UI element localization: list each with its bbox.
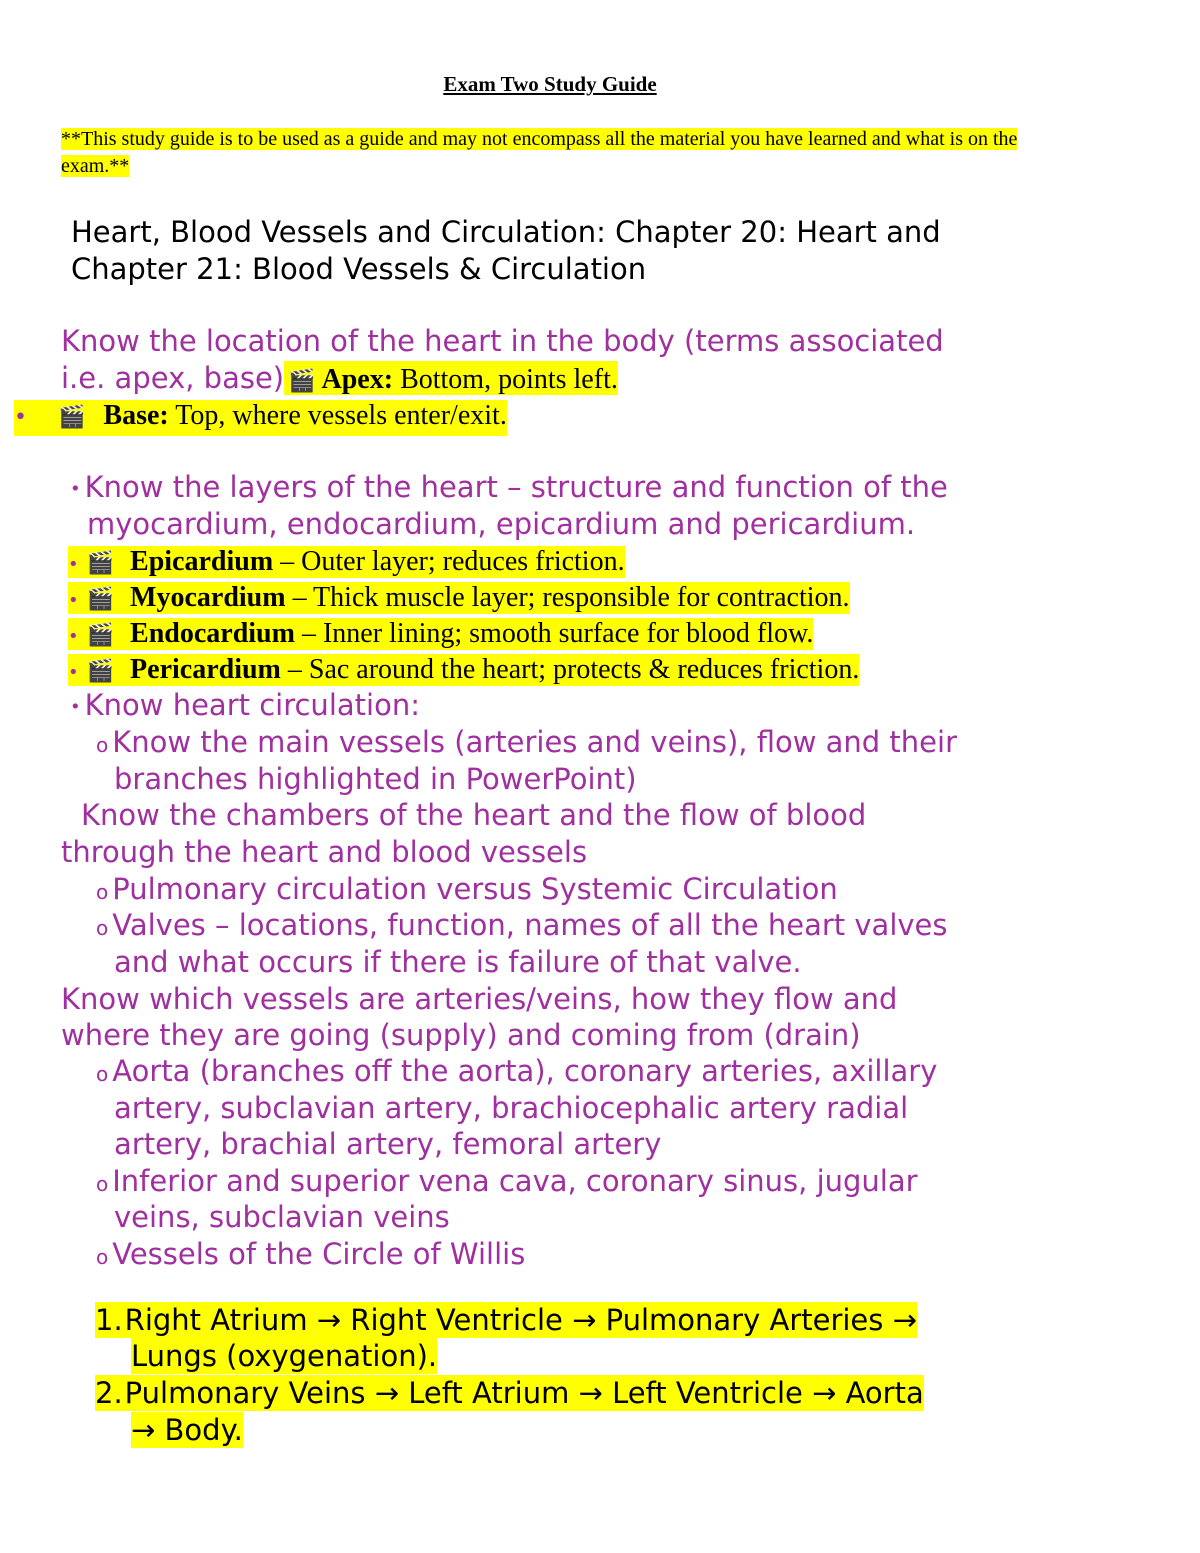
section-heading-line-1: Heart, Blood Vessels and Circulation: Chapter 20: Heart and: [71, 215, 941, 249]
layer-desc: – Thick muscle layer; responsible for contraction.: [285, 582, 850, 613]
sub-bullet-icon: o: [96, 1062, 109, 1086]
apex-term: Apex:: [321, 364, 394, 395]
layers-intro-text-1: Know the layers of the heart – structure and function of the: [84, 470, 948, 504]
sub-bullet-icon: o: [96, 880, 109, 904]
vessels-sub-3-text: Vessels of the Circle of Willis: [112, 1237, 526, 1271]
circulation-sub-2-text: Pulmonary circulation versus Systemic Circulation: [112, 872, 838, 906]
vessels-sub-2-line-2: veins, subclavian veins: [114, 1200, 450, 1234]
clapper-icon: 🎬: [288, 369, 316, 394]
flow-number: 2.: [95, 1376, 123, 1410]
vessels-sub-1-line-3: artery, brachial artery, femoral artery: [114, 1127, 662, 1161]
circulation-intro-text: Know heart circulation:: [84, 688, 420, 722]
vessels-sub-1-line-2: artery, subclavian artery, brachiocephalic artery radial: [114, 1091, 909, 1125]
layer-item-myocardium: [68, 582, 850, 614]
layer-term: Endocardium: [130, 618, 295, 649]
flow-text-line-1: Pulmonary Veins → Left Atrium → Left Ventricle → Aorta: [124, 1376, 924, 1410]
sub-bullet-icon: o: [96, 733, 109, 757]
circulation-intro: [70, 688, 420, 722]
clapper-icon: 🎬: [86, 623, 115, 648]
sub-bullet-icon: o: [96, 916, 109, 940]
clapper-icon: 🎬: [86, 587, 115, 612]
disclaimer-text: **This study guide is to be used as a guide and may not encompass all the material you have learned and what is on the exam.**: [61, 128, 1018, 177]
vessels-sub-3: [96, 1237, 525, 1271]
bullet-icon: •: [70, 696, 81, 718]
sub-bullet-icon: o: [96, 1245, 109, 1269]
vessels-sub-2: [96, 1164, 918, 1198]
clapper-icon: 🎬: [86, 659, 115, 684]
circulation-sub-3-line-2: and what occurs if there is failure of that valve.: [114, 945, 802, 979]
vessels-line-1: Know which vessels are arteries/veins, how they flow and: [61, 982, 898, 1016]
layer-item-epicardium: [68, 546, 625, 578]
base-desc: Top, where vessels enter/exit.: [168, 400, 507, 431]
bullet-icon: •: [70, 478, 81, 500]
layers-intro-line-1: [70, 470, 948, 504]
vessels-sub-1: [96, 1054, 937, 1088]
layer-item-pericardium: [68, 654, 859, 686]
flow-text-line-1: Right Atrium → Right Ventricle → Pulmonary Arteries →: [124, 1303, 917, 1337]
layer-desc: – Inner lining; smooth surface for blood flow.: [294, 618, 814, 649]
base-term: Base:: [103, 400, 169, 431]
vessels-line-2: where they are going (supply) and coming from (drain): [61, 1018, 861, 1052]
clapper-icon: 🎬: [58, 405, 86, 430]
layer-term: Pericardium: [130, 654, 281, 685]
circulation-sub-3-text: Valves – locations, function, names of all the heart valves: [112, 908, 948, 942]
sub-bullet-icon: o: [96, 1172, 109, 1196]
layer-item-endocardium: [68, 618, 813, 650]
apex-desc: Bottom, points left.: [393, 364, 618, 395]
location-line-2-text: i.e. apex, base): [61, 361, 285, 395]
circulation-sub-1-line-2: branches highlighted in PowerPoint): [114, 762, 637, 796]
circulation-sub-1-text: Know the main vessels (arteries and veins), flow and their: [112, 725, 958, 759]
bullet-icon: •: [68, 554, 79, 575]
base-row: [14, 400, 507, 436]
flow-item-1-line-2: Lungs (oxygenation).: [131, 1339, 438, 1373]
vessels-sub-2-text: Inferior and superior vena cava, coronary sinus, jugular: [112, 1164, 918, 1198]
bullet-icon: •: [14, 405, 27, 430]
bullet-icon: •: [68, 626, 79, 647]
circulation-sub-2: [96, 872, 838, 906]
chambers-line-1: Know the chambers of the heart and the flow of blood: [81, 798, 867, 832]
bullet-icon: •: [68, 590, 79, 611]
layers-intro-line-2: myocardium, endocardium, epicardium and pericardium.: [87, 507, 916, 541]
vessels-sub-1-text: Aorta (branches off the aorta), coronary arteries, axillary: [112, 1054, 938, 1088]
layer-desc: – Sac around the heart; protects & reduces friction.: [280, 654, 860, 685]
layer-term: Myocardium: [130, 582, 286, 613]
circulation-sub-3: [96, 908, 948, 942]
section-heading: [71, 214, 1071, 288]
flow-number: 1.: [95, 1303, 123, 1337]
flow-item-2-line-2: → Body.: [131, 1413, 243, 1447]
section-heading-line-2: Chapter 21: Blood Vessels & Circulation: [71, 252, 647, 286]
disclaimer: [61, 126, 1041, 180]
flow-item-2: [95, 1375, 924, 1411]
location-line-2: [61, 361, 618, 396]
layer-term: Epicardium: [130, 546, 274, 577]
chambers-line-2: through the heart and blood vessels: [61, 835, 588, 869]
clapper-icon: 🎬: [86, 551, 115, 576]
flow-item-1: [95, 1302, 917, 1338]
circulation-sub-1: [96, 725, 957, 759]
document-title: Exam Two Study Guide: [443, 72, 657, 96]
location-line-1: Know the location of the heart in the body (terms associated: [61, 324, 944, 358]
bullet-icon: •: [68, 662, 79, 683]
layer-desc: – Outer layer; reduces friction.: [273, 546, 625, 577]
